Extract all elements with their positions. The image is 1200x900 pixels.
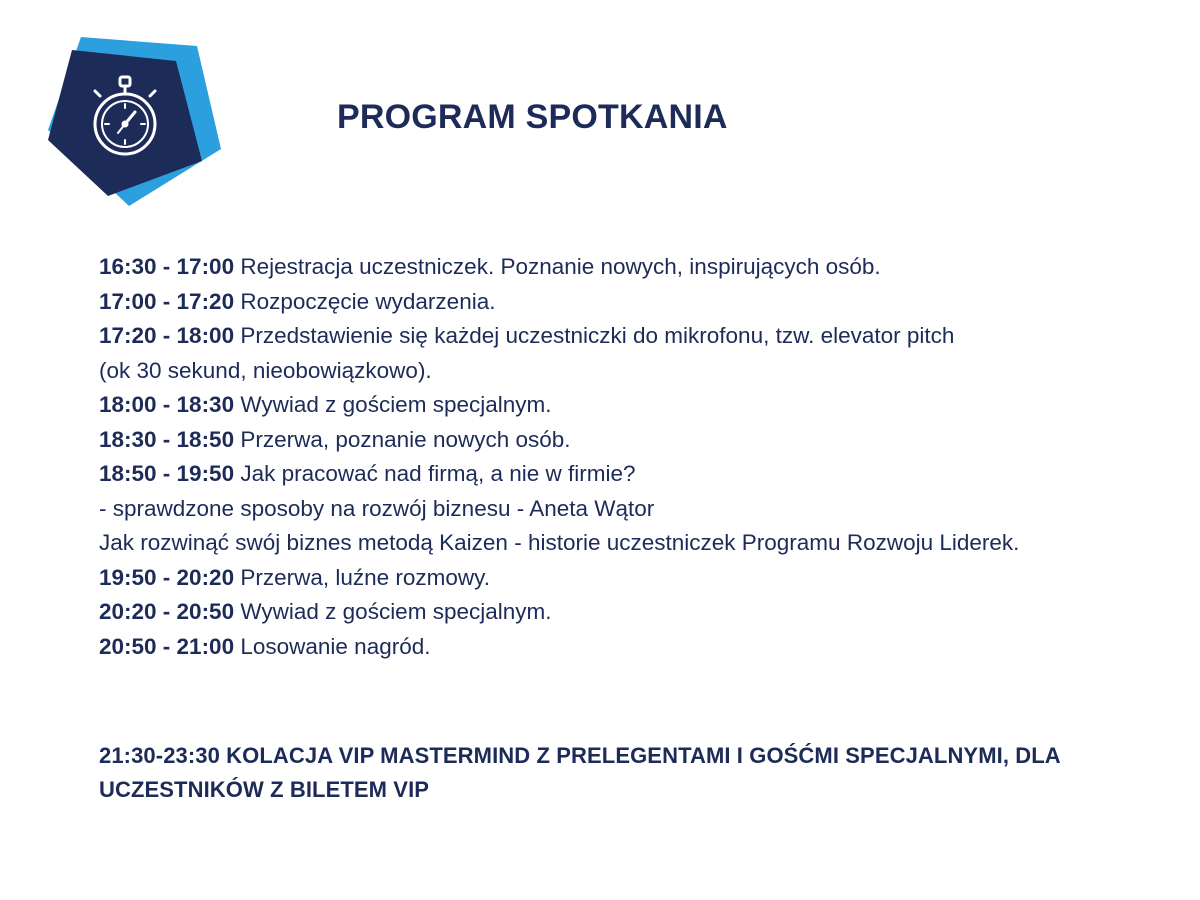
schedule-text: Rozpoczęcie wydarzenia. [234,288,496,314]
schedule-time: 20:20 - 20:50 [99,599,235,624]
schedule-text: Przedstawienie się każdej uczestniczki do mikrofonu, tzw. elevator pitch [234,323,955,348]
schedule-text: Jak rozwinąć swój biznes metodą Kaizen - historie uczestniczek Programu Rozwoju Liderek. [99,530,1020,555]
schedule-text: Wywiad z gościem specjalnym. [234,392,552,417]
schedule-text: Jak pracować nad firmą, a nie w firmie? [234,461,636,486]
schedule-text: Rejestracja uczestniczek. Poznanie nowych, inspirujących osób. [234,254,881,279]
pentagon-badge [40,30,230,215]
vip-dinner-note: 21:30-23:30 KOLACJA VIP MASTERMIND Z PRELEGENTAMI I GOŚĆMI SPECJALNYMI, DLA UCZESTNIKÓW Z BILETEM VIP [99,743,1060,802]
schedule-time: 19:50 - 20:20 [99,564,235,590]
schedule-text: - sprawdzone sposoby na rozwój biznesu - Aneta Wątor [99,495,655,521]
schedule-item-continuation [99,526,1189,561]
schedule-time: 16:30 - 17:00 [99,254,235,279]
logo [40,30,230,215]
schedule-time: 17:00 - 17:20 [99,288,235,314]
schedule-item [99,319,1189,354]
schedule-text: (ok 30 sekund, nieobowiązkowo). [99,357,432,383]
schedule-item [99,285,1189,320]
schedule-time: 18:30 - 18:50 [99,426,235,452]
schedule-item [99,561,1189,596]
schedule-item [99,250,1189,285]
schedule-text: Przerwa, poznanie nowych osób. [234,426,571,452]
schedule-item [99,630,1189,665]
schedule-item [99,457,1189,492]
schedule-text: Przerwa, luźne rozmowy. [234,564,490,590]
schedule-item [99,423,1189,458]
schedule-text: Wywiad z gościem specjalnym. [234,599,552,624]
schedule-item [99,595,1189,630]
page-title: PROGRAM SPOTKANIA [337,98,728,136]
schedule-text: Losowanie nagród. [234,633,431,659]
schedule-time: 18:50 - 19:50 [99,461,235,486]
schedule-item [99,388,1189,423]
schedule-time: 20:50 - 21:00 [99,633,235,659]
schedule-item-continuation [99,492,1189,527]
schedule-time: 18:00 - 18:30 [99,392,235,417]
schedule-list [99,250,1189,664]
schedule-time: 17:20 - 18:00 [99,323,235,348]
schedule-item-continuation [99,354,1189,389]
